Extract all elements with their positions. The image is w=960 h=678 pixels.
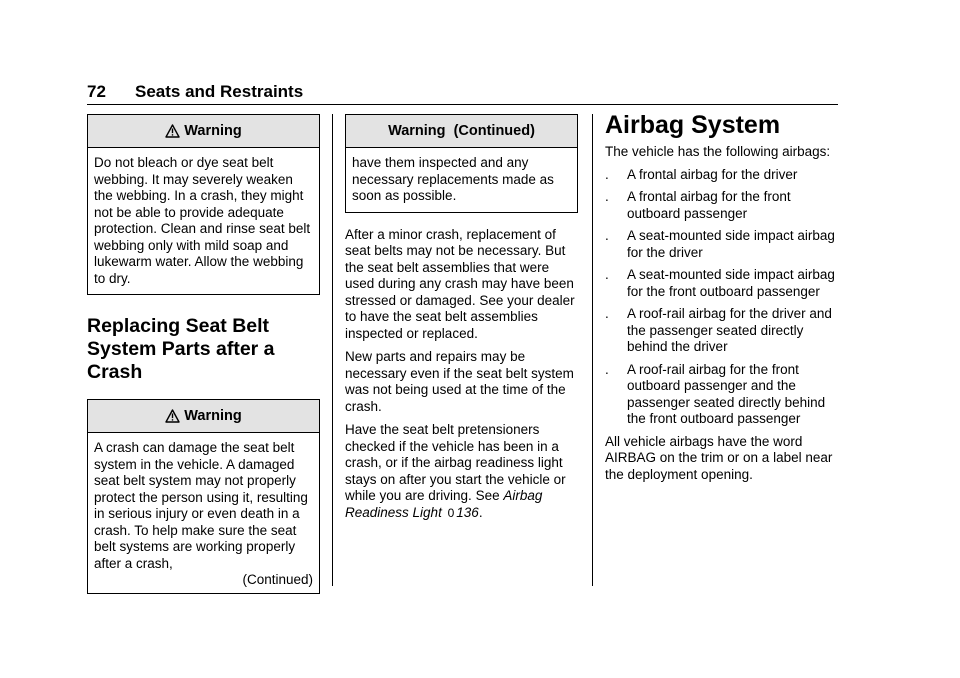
column-divider (332, 114, 333, 586)
sentence-end: . (478, 504, 483, 520)
bullet: . (605, 306, 609, 321)
list-item (605, 228, 839, 261)
paragraph (345, 422, 579, 521)
column-3 (605, 112, 839, 483)
warning-box (87, 114, 320, 295)
warning-triangle-icon (165, 409, 180, 423)
list-item-text: A seat-mounted side impact airbag for the front outboard passenger (627, 267, 835, 299)
bullet: . (605, 267, 609, 282)
paragraph: New parts and repairs may be necessary even if the seat belt system was not being used at the time of the crash. (345, 349, 574, 414)
bullet: . (605, 228, 609, 243)
section-heading: Airbag System (605, 111, 781, 139)
list-item (605, 306, 839, 356)
section-title: Seats and Restraints (135, 82, 304, 101)
warning-triangle-icon (165, 124, 180, 138)
warning-text: A crash can damage the seat belt system in the vehicle. A damaged seat belt system may not properly protect the person using it, resulting in serious injury or even death in a crash. To help make sure the seat belt systems are working properly after a crash, (94, 440, 308, 571)
warning-body (88, 433, 319, 593)
cross-reference-page[interactable]: 136 (456, 504, 479, 520)
continued-label: (Continued) (242, 572, 313, 587)
warning-header (88, 115, 319, 148)
list-item (605, 267, 839, 300)
warning-box-continued (345, 114, 578, 213)
warning-header (88, 400, 319, 433)
list-item-text: A roof-rail airbag for the front outboard passenger and the passenger seated directly behind the front outboard passenger (627, 361, 826, 426)
bullet: . (605, 361, 609, 377)
warning-title: Warning (184, 408, 242, 424)
paragraph: After a minor crash, replacement of seat belts may not be necessary. But the seat belt assemblies that were used during any crash may have been stressed or damaged. See your dealer to have the seat belt assemblies inspected or replaced. (345, 226, 575, 341)
airbag-list (605, 167, 839, 428)
section-heading: Replacing Seat Belt System Parts after a Crash (87, 315, 275, 383)
column-2 (345, 114, 579, 521)
list-item-text: A seat-mounted side impact airbag for the driver (627, 228, 835, 260)
warning-text: have them inspected and any necessary replacements made as soon as possible. (352, 155, 554, 203)
list-item (605, 189, 839, 222)
cross-reference-link[interactable]: Airbag Readiness Light (345, 488, 543, 520)
page-reference-icon: 0 (447, 505, 455, 520)
warning-header (346, 115, 577, 148)
column-divider (592, 114, 593, 586)
list-item (605, 362, 839, 428)
warning-title: Warning (Continued) (388, 123, 535, 139)
intro-paragraph: The vehicle has the following airbags: (605, 144, 831, 159)
paragraph-text: Have the seat belt pretensioners checked if the vehicle has been in a crash, or if the airbag readiness light stays on after you start the vehicle or while you are driving. See (345, 422, 566, 503)
bullet: . (605, 166, 609, 182)
page-number: 72 (87, 82, 106, 101)
list-item-text: A frontal airbag for the driver (627, 166, 798, 182)
column-1 (87, 114, 320, 594)
paragraph: All vehicle airbags have the word AIRBAG on the trim or on a label near the deployment opening. (605, 433, 833, 482)
warning-title: Warning (184, 123, 242, 139)
bullet: . (605, 189, 609, 204)
warning-box (87, 399, 320, 594)
list-item (605, 167, 839, 184)
warning-text: Do not bleach or dye seat belt webbing. It may severely weaken the webbing. In a crash, they might not be able to provide adequate protection. Clean and rinse seat belt webbing only with mild soap and lukewarm water. Allow the webbing to dry. (94, 155, 311, 286)
page-header (87, 82, 838, 105)
list-item-text: A frontal airbag for the front outboard passenger (627, 189, 791, 221)
list-item-text: A roof-rail airbag for the driver and the passenger seated directly behind the driver (627, 306, 832, 354)
